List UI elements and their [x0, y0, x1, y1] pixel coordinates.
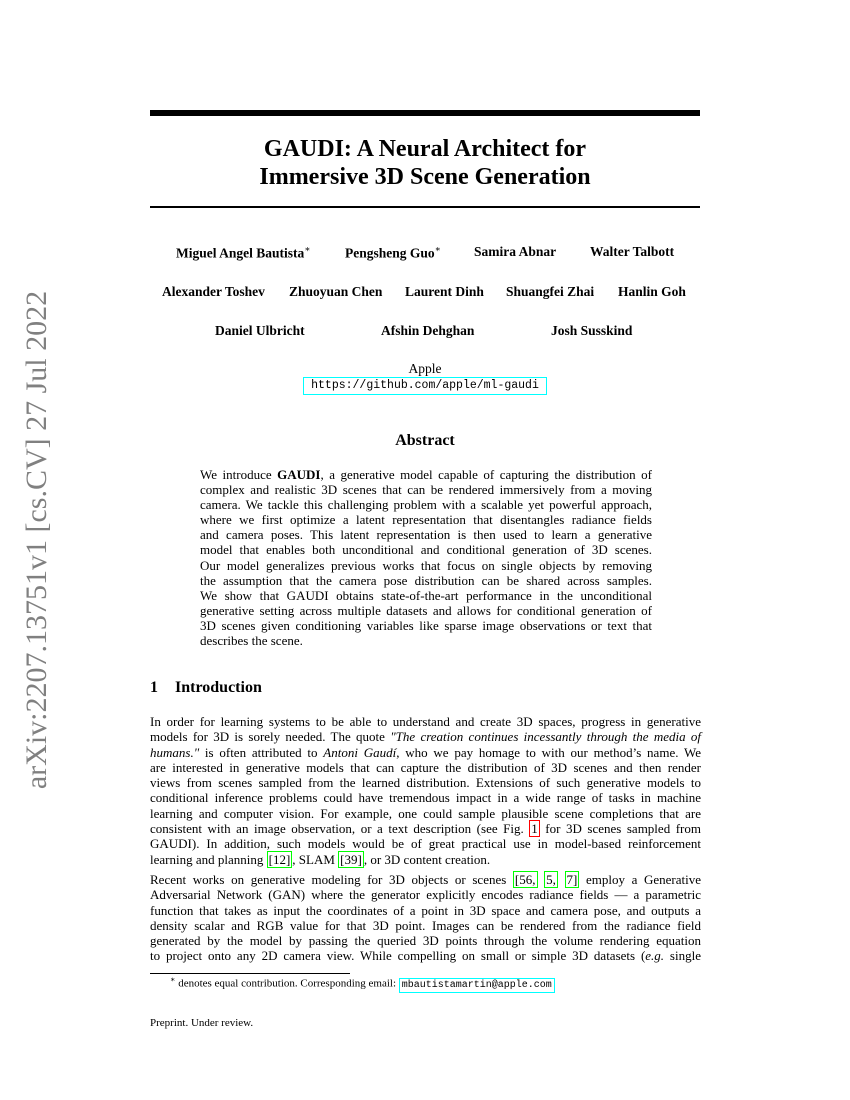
body-line: In order for learning systems to be able to understand and create 3D spaces, progress in generative — [150, 714, 701, 729]
footnote-rule — [150, 973, 350, 974]
abstract-line: describes the scene. — [200, 633, 303, 649]
author: Miguel Angel Bautista∗ — [176, 244, 311, 261]
affiliation: Apple — [408, 361, 442, 376]
body-line: learning and planning [12] , SLAM [39] , or 3D content creation. — [150, 851, 491, 867]
figure-ref-link[interactable]: 1 — [531, 821, 538, 837]
body-line: function that takes as input the coordinates of a point in 3D space and camera pose, and outputs a — [150, 902, 701, 918]
author: Hanlin Goh — [618, 284, 686, 299]
author: Samira Abnar — [474, 244, 557, 259]
body-line: conditional inference problems could have tremendous impact in a wide range of tasks in machine — [150, 790, 701, 806]
code-url-link[interactable]: https://github.com/apple/ml-gaudi — [311, 379, 539, 392]
author: Alexander Toshev — [162, 284, 265, 299]
body-line: are interested in generative models that can capture the distribution of 3D scenes and then render — [150, 759, 701, 775]
section-title: Introduction — [175, 679, 262, 696]
abstract-line: and camera poses. This latent representation is then used to learn a generative — [200, 527, 652, 543]
body-line: density scalar and RGB value for that 3D point. Images can be rendered from the radiance field — [150, 917, 701, 933]
author: Zhuoyuan Chen — [289, 284, 383, 299]
title-line-2: Immersive 3D Scene Generation — [259, 164, 591, 190]
author: Shuangfei Zhai — [506, 284, 595, 299]
abstract-line: model that enables both unconditional and conditional generation of 3D scenes. — [200, 542, 652, 558]
abstract-line: We show that GAUDI obtains state-of-the-art performance in the unconditional — [200, 587, 652, 603]
intro-paragraph-1 — [150, 714, 701, 867]
body-line: generated by the model by passing the queried 3D points through the volume rendering equation — [150, 933, 701, 949]
body-line: models for 3D is sorely needed. The quote "The creation continues incessantly through the media of — [150, 729, 701, 745]
footnote-star: ∗ — [170, 975, 176, 984]
section-heading-introduction — [150, 679, 262, 697]
footnote — [170, 975, 555, 991]
citation-link[interactable]: [56, — [514, 872, 536, 887]
body-line: consistent with an image observation, or a text description (see Fig. 1 for 3D scenes sampled from — [150, 821, 701, 837]
preprint-notice: Preprint. Under review. — [150, 1017, 254, 1029]
abstract-line: generative setting across multiple datasets and allows for conditional generation of — [200, 602, 652, 618]
abstract-line: the assumption that the camera pose distribution can be shared across samples. — [200, 572, 652, 588]
section-number: 1 — [150, 679, 158, 696]
citation-link[interactable]: 5, — [546, 872, 556, 887]
arxiv-stamp: arXiv:2207.13751v1 [cs.CV] 27 Jul 2022 — [20, 290, 53, 790]
citation-link[interactable]: [39] — [340, 851, 362, 867]
abstract-heading: Abstract — [395, 432, 455, 449]
paper-title — [150, 135, 700, 191]
author: Daniel Ulbricht — [215, 323, 305, 338]
author: Pengsheng Guo∗ — [345, 244, 441, 261]
author: Josh Susskind — [551, 323, 633, 338]
author: Walter Talbott — [590, 244, 675, 259]
abstract-line: We introduce GAUDI, a generative model capable of capturing the distribution of — [200, 467, 653, 482]
title-bottom-rule — [150, 206, 700, 208]
abstract-line: complex and realistic 3D scenes that can be rendered immersively from a moving — [200, 482, 652, 498]
body-line: GAUDI). In addition, such models would be of great practical use in model-based reinforcement — [150, 836, 701, 852]
body-line: views from scenes sampled from the learned distribution. Extensions of such generative models to — [150, 775, 701, 791]
body-line: Recent works on generative modeling for 3D objects or scenes [56, 5, 7] employ a Generative — [150, 872, 702, 887]
abstract-line: camera. We tackle this challenging problem with a scalable yet powerful approach, — [200, 497, 652, 513]
title-top-rule — [150, 110, 700, 116]
abstract-line: Our model generalizes previous works that focus on single objects by removing — [200, 557, 652, 573]
body-line: learning and computer vision. For example, one could sample plausible scene completions that are — [150, 805, 701, 821]
author: Afshin Dehghan — [381, 323, 475, 338]
author: Laurent Dinh — [405, 284, 484, 299]
abstract-body — [200, 467, 652, 648]
abstract-line: where we first optimize a latent representation that disentangles radiance fields — [200, 512, 652, 528]
footnote-text: denotes equal contribution. Corresponding email: — [175, 977, 399, 990]
citation-link[interactable]: 7] — [566, 872, 578, 887]
abstract-line: 3D scenes given conditioning variables like sparse image observations or text that — [200, 617, 652, 633]
body-line: humans." is often attributed to Antoni Gaudí, who we pay homage to with our method’s name. We — [150, 744, 701, 760]
intro-paragraph-2 — [150, 872, 701, 964]
body-line: Adversarial Network (GAN) where the generator explicitly encodes radiance fields — a parametric — [150, 887, 701, 903]
citation-link[interactable]: [12] — [268, 851, 291, 867]
title-line-1: GAUDI: A Neural Architect for — [263, 136, 587, 162]
body-line: to project onto any 2D camera view. While compelling on small or simple 3D datasets (e.g. single — [150, 948, 701, 964]
email-link[interactable]: mbautistamartin@apple.com — [399, 978, 555, 993]
